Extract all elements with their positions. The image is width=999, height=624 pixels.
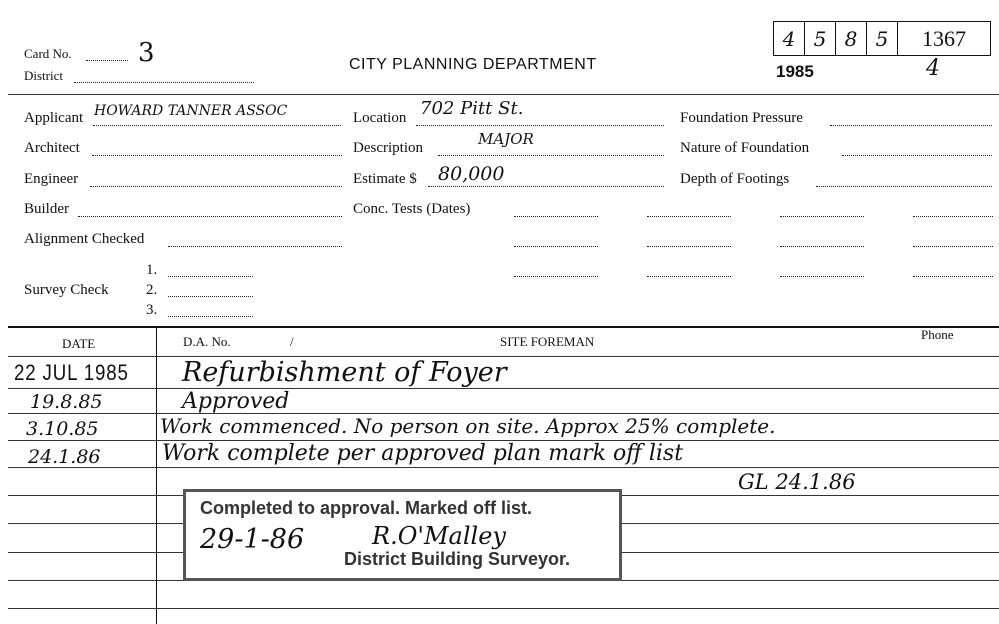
conc-line-1c xyxy=(780,216,864,217)
card-no-label: Card No. xyxy=(24,46,72,61)
ref-digit-4: 5 xyxy=(867,22,898,55)
page-title: CITY PLANNING DEPARTMENT xyxy=(349,56,597,73)
entry-text-3: Work commenced. No person on site. Approx 25% complete. xyxy=(160,414,776,438)
conc-line-3d xyxy=(913,276,993,277)
estimate-value: 80,000 xyxy=(438,163,505,185)
entry-date-4: 24.1.86 xyxy=(28,446,101,468)
survey-line-2 xyxy=(168,296,253,297)
conc-line-1d xyxy=(913,216,993,217)
foundation-pressure-label: Foundation Pressure xyxy=(680,110,803,126)
entry-text-4: Work complete per approved plan mark off list xyxy=(162,441,684,466)
header-divider xyxy=(8,94,999,95)
log-rule-4 xyxy=(8,467,999,468)
depth-footings-label: Depth of Footings xyxy=(680,171,790,187)
year: 1985 xyxy=(776,62,814,81)
entry-text-2: Approved xyxy=(182,389,290,414)
stamp-signature: R.O'Malley xyxy=(372,522,506,550)
applicant-line xyxy=(93,125,341,126)
reference-box xyxy=(773,21,991,56)
date-header: DATE xyxy=(62,336,96,351)
conc-line-2b xyxy=(647,246,731,247)
location-value: 702 Pitt St. xyxy=(420,98,524,119)
log-rule-9 xyxy=(8,608,999,609)
entry-text-1: Refurbishment of Foyer xyxy=(182,357,507,388)
nature-foundation-line xyxy=(842,155,992,156)
card-no-line xyxy=(86,60,128,61)
survey-item-1: 1. xyxy=(146,262,158,278)
ref-digit-2: 5 xyxy=(805,22,836,55)
location-line xyxy=(416,125,664,126)
description-value: MAJOR xyxy=(478,130,534,148)
log-rule-1 xyxy=(8,388,999,389)
survey-line-1 xyxy=(168,276,253,277)
survey-item-3: 3. xyxy=(146,302,158,318)
conc-line-2a xyxy=(514,246,598,247)
conc-line-2d xyxy=(913,246,993,247)
conc-line-3b xyxy=(647,276,731,277)
conc-line-3a xyxy=(514,276,598,277)
conc-tests-label: Conc. Tests (Dates) xyxy=(353,201,471,217)
district-label: District xyxy=(24,68,63,83)
engineer-line xyxy=(90,186,342,187)
entry-date-3: 3.10.85 xyxy=(26,418,99,440)
entry-date-1: 22 JUL 1985 xyxy=(14,360,129,385)
card-no-value: 3 xyxy=(138,38,155,68)
ref-digit-3: 8 xyxy=(836,22,867,55)
survey-item-2: 2. xyxy=(146,282,158,298)
survey-line-3 xyxy=(168,316,253,317)
site-foreman-header: SITE FOREMAN xyxy=(500,334,595,349)
foundation-pressure-line xyxy=(830,125,992,126)
architect-line xyxy=(92,155,342,156)
estimate-label: Estimate $ xyxy=(353,171,417,187)
alignment-line xyxy=(168,246,342,247)
conc-line-1a xyxy=(514,216,598,217)
district-line xyxy=(74,82,254,83)
conc-line-2c xyxy=(780,246,864,247)
stamp-line-2: District Building Surveyor. xyxy=(344,549,571,569)
approval-stamp xyxy=(183,489,622,581)
stamp-date: 29-1-86 xyxy=(200,524,305,555)
description-line xyxy=(438,155,664,156)
initials: GL 24.1.86 xyxy=(738,470,856,494)
architect-label: Architect xyxy=(24,140,80,156)
estimate-line xyxy=(428,186,664,187)
ref-suffix: 4 xyxy=(926,56,940,81)
survey-check-label: Survey Check xyxy=(24,282,109,298)
entry-date-2: 19.8.85 xyxy=(30,391,103,413)
engineer-label: Engineer xyxy=(24,171,79,187)
ref-digit-1: 4 xyxy=(774,22,805,55)
description-label: Description xyxy=(353,140,423,156)
da-no-header: D.A. No. xyxy=(183,334,231,349)
nature-foundation-label: Nature of Foundation xyxy=(680,140,810,156)
conc-line-1b xyxy=(647,216,731,217)
conc-line-3c xyxy=(780,276,864,277)
applicant-label: Applicant xyxy=(24,110,84,126)
da-slash: / xyxy=(290,334,294,349)
alignment-label: Alignment Checked xyxy=(24,231,145,247)
applicant-value: HOWARD TANNER ASSOC xyxy=(94,103,288,119)
ref-number: 1367 xyxy=(922,25,966,51)
phone-header: Phone xyxy=(921,327,954,342)
builder-label: Builder xyxy=(24,201,69,217)
location-label: Location xyxy=(353,110,407,126)
builder-line xyxy=(78,216,342,217)
depth-footings-line xyxy=(816,186,992,187)
stamp-line-1: Completed to approval. Marked off list. xyxy=(200,498,533,518)
